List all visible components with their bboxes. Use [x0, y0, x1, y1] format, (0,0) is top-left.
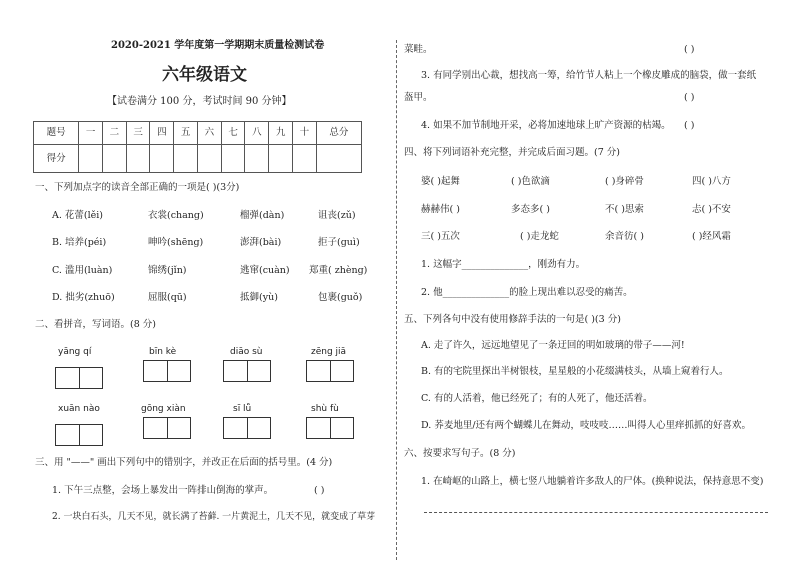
q1-option: 锦绣(jǐn) — [148, 265, 187, 276]
q3-item: 3. 有同学别出心裁，想找高一筹，给竹节人粘上一个橡皮雕成的脑袋，做一套纸 — [421, 70, 757, 81]
q1-option: 澎湃(bài) — [240, 237, 282, 248]
q3-answer-bracket[interactable]: ( ) — [684, 92, 695, 103]
q1-option: 衣裳(chang) — [148, 210, 204, 221]
score-cell[interactable] — [316, 145, 361, 173]
q2-pinyin: zēng jiā — [311, 347, 347, 357]
q2-pinyin: yāng qí — [58, 347, 92, 357]
score-cell[interactable] — [245, 145, 269, 173]
q4-idiom[interactable]: 多态多( ) — [511, 204, 550, 215]
q1-option: C. 滥用(luàn) — [52, 265, 113, 276]
q2-title: 二、看拼音，写词语。(8 分) — [35, 319, 156, 330]
q3-item: 1. 下午三点整，会场上暴发出一阵排山倒海的掌声。 — [52, 485, 274, 496]
q2-answer-box[interactable] — [223, 417, 271, 439]
q1-option: 屈服(qū) — [148, 292, 187, 303]
q5-option: A. 走了许久，远远地望见了一条迂回的明如玻璃的带子——河! — [421, 340, 685, 351]
q4-idiom[interactable]: 赫赫伟( ) — [421, 204, 460, 215]
page-divider — [396, 40, 397, 560]
score-table-row — [34, 145, 362, 173]
q4-idiom[interactable]: 婆( )起舞 — [421, 176, 460, 187]
score-header-cell: 七 — [221, 122, 245, 145]
q4-fill-sentence[interactable]: 2. 他______________的脸上现出难以忍受的痛苦。 — [421, 287, 633, 298]
score-header-cell: 四 — [150, 122, 174, 145]
score-header-cell: 题号 — [34, 122, 79, 145]
q6-answer-line[interactable] — [424, 512, 768, 513]
q2-pinyin: shù fù — [311, 404, 339, 414]
q5-option: C. 有的人活着，他已经死了；有的人死了，他还活着。 — [421, 393, 653, 404]
q5-option: B. 有的宅院里探出半树银枝，星星般的小花缀满枝头，从墙上窥着行人。 — [421, 366, 729, 377]
q4-fill-sentence[interactable]: 1. 这幅字______________，刚劲有力。 — [421, 259, 586, 270]
q4-idiom[interactable]: 不( )思索 — [605, 204, 644, 215]
score-header-cell: 九 — [269, 122, 293, 145]
score-cell[interactable] — [269, 145, 293, 173]
q2-answer-box[interactable] — [306, 360, 354, 382]
score-cell[interactable] — [126, 145, 150, 173]
q2-pinyin: diāo sù — [230, 347, 263, 357]
q6-title: 六、按要求写句子。(8 分) — [404, 448, 516, 459]
q2-pinyin: gōng xiàn — [141, 404, 186, 414]
q1-option: 郑重( zhèng) — [309, 265, 368, 276]
q6-item: 1. 在崎岖的山路上，横七竖八地躺着许多敌人的尸体。(换种说法，保持意思不变) — [421, 476, 764, 487]
q2-answer-box[interactable] — [223, 360, 271, 382]
q4-title: 四、将下列词语补充完整，并完成后面习题。(7 分) — [404, 147, 620, 158]
q3-answer-bracket[interactable]: ( ) — [684, 44, 695, 55]
score-cell[interactable] — [221, 145, 245, 173]
score-table-header-row — [34, 122, 362, 145]
q4-idiom[interactable]: 余音彷( ) — [605, 231, 644, 242]
q5-option: D. 荞麦地里/还有两个蝴蝶儿在舞动，吱吱吱……叫得人心里痒抓抓的好喜欢。 — [421, 420, 752, 431]
score-cell[interactable] — [197, 145, 221, 173]
q5-title: 五、下列各句中没有使用修辞手法的一句是( )(3 分) — [404, 314, 621, 325]
q2-answer-box[interactable] — [55, 424, 103, 446]
q4-idiom[interactable]: 三( )五次 — [421, 231, 460, 242]
score-header-cell: 二 — [102, 122, 126, 145]
q1-option: 逃窜(cuàn) — [240, 265, 290, 276]
q2-pinyin: sī lǚ — [233, 404, 252, 414]
q3-title: 三、用 "——" 画出下列句中的错别字，并改正在后面的括号里。(4 分) — [35, 457, 333, 468]
q1-option: 包裹(guǒ) — [318, 292, 363, 303]
q1-option: 抵御(yù) — [240, 292, 278, 303]
score-row-label: 得分 — [34, 145, 79, 173]
exam-title: 2020-2021 学年度第一学期期末质量检测试卷 — [111, 40, 325, 51]
subject-title: 六年级语文 — [162, 65, 247, 85]
score-cell[interactable] — [292, 145, 316, 173]
q3-item: 4. 如果不加节制地开采，必将加速地球上旷产资源的枯竭。 — [421, 120, 671, 131]
q1-option: 呻吟(shēng) — [148, 237, 204, 248]
q1-title: 一、下列加点字的读音全部正确的一项是( )(3分) — [35, 182, 240, 193]
q1-option: A. 花蕾(lěi) — [52, 210, 104, 221]
q1-option: 拒子(guì) — [318, 237, 360, 248]
q1-option: 榴弹(dàn) — [240, 210, 285, 221]
q3-item: 2. 一块白石头，几天不见，就长满了苔藓. 一片黄泥土，几天不见，就变成了草芽 — [52, 512, 376, 522]
q4-idiom[interactable]: 忐( )不安 — [692, 204, 731, 215]
score-cell[interactable] — [174, 145, 198, 173]
score-header-cell: 五 — [174, 122, 198, 145]
q3-answer-bracket[interactable]: ( ) — [684, 120, 695, 131]
q1-option: 诅丧(zǔ) — [318, 210, 356, 221]
q1-option: D. 拙劣(zhuō) — [52, 292, 115, 303]
q2-answer-box[interactable] — [55, 367, 103, 389]
score-header-cell: 总分 — [316, 122, 361, 145]
score-header-cell: 一 — [79, 122, 103, 145]
score-table — [33, 121, 362, 173]
q4-idiom[interactable]: ( )经风霜 — [692, 231, 731, 242]
q3-item-continued: 盔甲。 — [404, 92, 433, 103]
q1-option: B. 培养(péi) — [52, 237, 107, 248]
score-header-cell: 六 — [197, 122, 221, 145]
score-cell[interactable] — [102, 145, 126, 173]
score-cell[interactable] — [150, 145, 174, 173]
score-header-cell: 八 — [245, 122, 269, 145]
q4-idiom[interactable]: ( )身碎骨 — [605, 176, 644, 187]
score-info: 【试卷满分 100 分，考试时间 90 分钟】 — [107, 96, 292, 107]
score-header-cell: 十 — [292, 122, 316, 145]
q2-answer-box[interactable] — [143, 360, 191, 382]
q4-idiom[interactable]: 四( )八方 — [692, 176, 731, 187]
score-cell[interactable] — [79, 145, 103, 173]
q2-answer-box[interactable] — [306, 417, 354, 439]
q2-pinyin: xuān nào — [58, 404, 100, 414]
q3-answer-bracket[interactable]: ( ) — [314, 485, 325, 496]
q3-item-continued: 菜畦。 — [404, 44, 433, 55]
q4-idiom[interactable]: ( )色欲滴 — [511, 176, 550, 187]
q4-idiom[interactable]: ( )走龙蛇 — [520, 231, 559, 242]
score-header-cell: 三 — [126, 122, 150, 145]
q2-answer-box[interactable] — [143, 417, 191, 439]
q2-pinyin: bīn kè — [149, 347, 177, 357]
